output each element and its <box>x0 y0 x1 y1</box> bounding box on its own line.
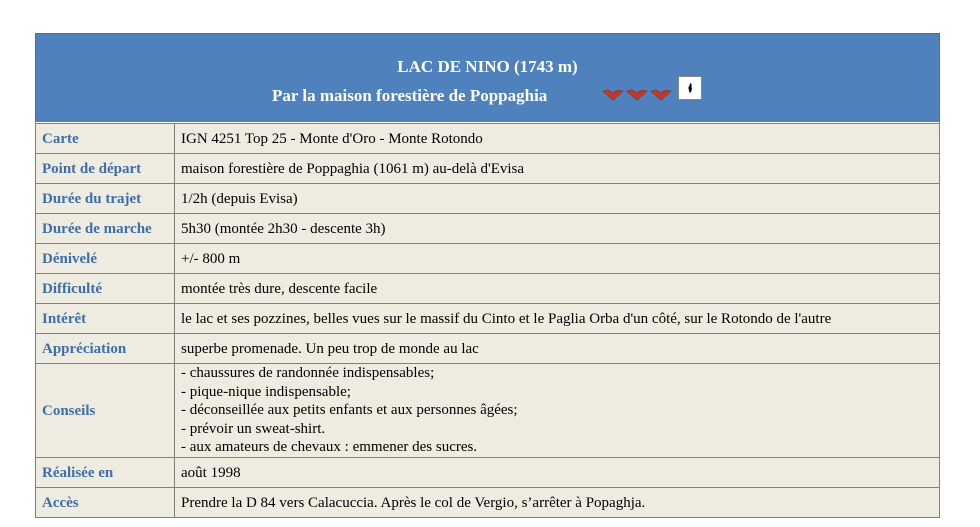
row-label: Dénivelé <box>36 244 175 274</box>
list-item: - prévoir un sweat-shirt. <box>181 420 326 437</box>
header-banner <box>35 33 940 123</box>
row-label: Réalisée en <box>36 458 175 488</box>
hike-sheet <box>35 33 940 518</box>
row-value: maison forestière de Poppaghia (1061 m) au-delà d'Evisa <box>175 154 940 184</box>
row-label: Conseils <box>36 364 175 458</box>
row-value: IGN 4251 Top 25 - Monte d'Oro - Monte Rotondo <box>175 124 940 154</box>
table-row <box>36 334 940 364</box>
corsica-map-icon <box>678 76 702 100</box>
hike-title: LAC DE NINO (1743 m) <box>397 57 578 76</box>
hike-subtitle: Par la maison forestière de Poppaghia <box>272 86 548 105</box>
table-row <box>36 214 940 244</box>
table-row <box>36 124 940 154</box>
table-row <box>36 488 940 518</box>
list-item: - déconseillée aux petits enfants et aux personnes âgées; <box>181 402 518 419</box>
heart-icon <box>650 89 672 101</box>
row-label: Intérêt <box>36 304 175 334</box>
row-value: superbe promenade. Un peu trop de monde au lac <box>175 334 940 364</box>
row-label: Accès <box>36 488 175 518</box>
table-row <box>36 304 940 334</box>
table-row <box>36 274 940 304</box>
row-value: montée très dure, descente facile <box>175 274 940 304</box>
row-value: 5h30 (montée 2h30 - descente 3h) <box>175 214 940 244</box>
row-label: Durée de marche <box>36 214 175 244</box>
row-value: 1/2h (depuis Evisa) <box>175 184 940 214</box>
row-label: Durée du trajet <box>36 184 175 214</box>
table-row-conseils <box>36 364 940 458</box>
row-value: Prendre la D 84 vers Calacuccia. Après le col de Vergio, s’arrêter à Popaghja. <box>175 488 940 518</box>
heart-icon <box>602 89 624 101</box>
row-label: Carte <box>36 124 175 154</box>
row-label: Appréciation <box>36 334 175 364</box>
list-item: - chaussures de randonnée indispensables; <box>181 365 435 382</box>
row-value: +/- 800 m <box>175 244 940 274</box>
row-value: août 1998 <box>175 458 940 488</box>
table-row <box>36 154 940 184</box>
rating-hearts <box>602 89 672 101</box>
conseils-list <box>175 364 940 458</box>
table-row <box>36 244 940 274</box>
table-row <box>36 458 940 488</box>
heart-icon <box>626 89 648 101</box>
row-label: Point de départ <box>36 154 175 184</box>
row-label: Difficulté <box>36 274 175 304</box>
hike-details-table <box>35 123 940 518</box>
list-item: - pique-nique indispensable; <box>181 383 351 400</box>
row-value: le lac et ses pozzines, belles vues sur le massif du Cinto et le Paglia Orba d'un côté, sur le Rotondo de l'autre <box>175 304 940 334</box>
table-row <box>36 184 940 214</box>
list-item: - aux amateurs de chevaux : emmener des sucres. <box>181 439 478 456</box>
